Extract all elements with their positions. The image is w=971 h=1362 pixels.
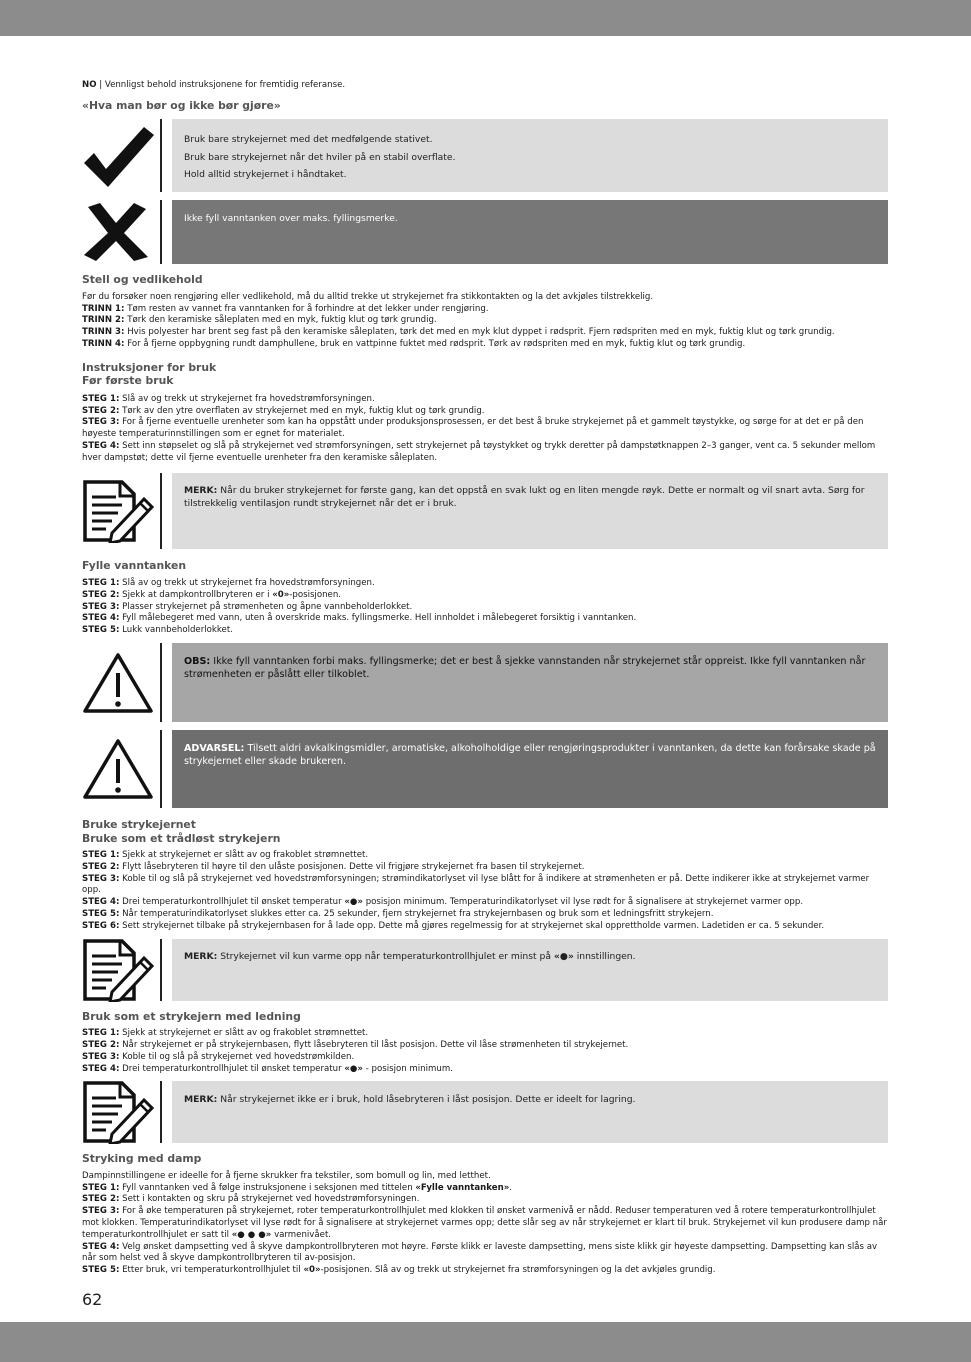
dont-notice — [82, 200, 888, 264]
caution-text: OBS: Ikke fyll vanntanken forbi maks. fyllingsmerke; det er best å sjekke vannstanden når strykejernet står oppreist. Ikke fyll vanntanken når strømenheten er påslått eller tilkoblet. — [172, 643, 888, 722]
care-intro: Før du forsøker noen rengjøring eller vedlikehold, må du alltid trekke ut strykejernet fra stikkontakten og la det avkjøles tilstrekkelig. — [82, 291, 654, 302]
do-item: Bruk bare strykejernet med det medfølgende stativet. — [184, 134, 433, 146]
step-line: STEG 1: Sjekk at strykejernet er slått av og frakoblet strømnettet. — [82, 1028, 369, 1039]
corded-title: Bruk som et strykejern med ledning — [82, 1009, 301, 1023]
footer-bar — [0, 1322, 971, 1362]
note-corded — [82, 1081, 888, 1143]
warning-notice — [82, 730, 888, 808]
step-line: STEG 4: Sett inn støpselet og slå på strykejernet ved strømforsyningen, sett strykejernet på tøystykket og trykk deretter på dampstøtknappen 2–3 ganger, vent ca. 5 sekunder mellom hver dampstøt; dette vil fjerne eventuelle urenheter fra den keramiske såleplaten. — [82, 440, 876, 463]
care-title: Stell og vedlikehold — [82, 273, 203, 287]
do-list — [172, 119, 888, 192]
step-line: STEG 4: Fyll målebegeret med vann, uten å overskride maks. fyllingsmerke. Hell innholdet i målebegeret forsiktig i vanntanken. — [82, 613, 637, 624]
step-line: STEG 2: Tørk av den ytre overflaten av strykejernet med en myk, fuktig klut og tørk grundig. — [82, 405, 485, 416]
step-line: STEG 6: Sett strykejernet tilbake på strykejernbasen for å lade opp. Dette må gjøres regelmessig for at strykejernet skal opprettholde varmen. Ladetiden er ca. 5 sekunder. — [82, 920, 825, 931]
note-text: MERK: Når du bruker strykejernet for første gang, kan det oppstå en svak lukt og en liten mengde røyk. Dette er normalt og vil snart avta. Sørg for tilstrekkelig ventilasjon rundt strykejernet når det er i bruk. — [172, 473, 888, 549]
step-line: STEG 5: Etter bruk, vri temperaturkontrollhjulet til «0»-posisjonen. Slå av og trekk ut strykejernet fra strømforsyningen og la det avkjøles grundig. — [82, 1265, 716, 1276]
note-text: MERK: Strykejernet vil kun varme opp når temperaturkontrollhjulet er minst på «●» innstillingen. — [172, 939, 888, 1001]
step-line: STEG 3: Koble til og slå på strykejernet ved hovedstrømforsyningen; strømindikatorlyset vil lyse blått for å indikere at strømenheten er på. Dette indikerer ikke at strykejernet varmer opp. — [82, 873, 870, 896]
note-pencil-icon — [82, 473, 160, 549]
note-text: MERK: Når strykejernet ikke er i bruk, hold låsebryteren i låst posisjon. Dette er ideelt for lagring. — [172, 1081, 888, 1143]
step-line: STEG 2: Flytt låsebryteren til høyre til den ulåste posisjonen. Dette vil frigjøre strykejernet fra basen til strykejernet. — [82, 861, 585, 872]
cordless-subtitle: Bruke som et trådløst strykejern — [82, 831, 281, 845]
step-line: STEG 1: Fyll vanntanken ved å følge instruksjonene i seksjonen med tittelen «Fylle vanntanken». — [82, 1182, 513, 1193]
manual-page — [82, 80, 888, 1277]
step-line: STEG 5: Lukk vannbeholderlokket. — [82, 625, 233, 636]
step-line: STEG 3: For å fjerne eventuelle urenheter som kan ha oppstått under produksjonsprosessen, er det best å bruke strykejernet på et gammelt tøystykke, og sørge for at det er på den høyeste temperaturinnstillingen som er egnet for materialet. — [82, 417, 864, 440]
steam-title: Stryking med damp — [82, 1152, 202, 1166]
step-line: STEG 4: Velg ønsket dampsetting ved å skyve dampkontrollbryteren mot høyre. Første klikk er laveste dampsetting, mens siste klikk gir høyeste dampsetting. Dampsetting kan slås av når som helst ved å skyve dampkontrollbryteren til av-posisjon. — [82, 1241, 878, 1264]
steam-intro: Dampinnstillingene er ideelle for å fjerne skrukker fra tekstiler, som bomull og lin, med letthet. — [82, 1170, 491, 1181]
dont-item: Ikke fyll vanntanken over maks. fyllingsmerke. — [184, 213, 398, 225]
do-notice — [82, 119, 888, 192]
step-line: TRINN 4: For å fjerne oppbygning rundt damphullene, bruk en vattpinne fuktet med rødsprit. Tørk av rødspriten med en myk, fuktig klut og tørk grundig. — [82, 338, 746, 349]
step-line: STEG 1: Slå av og trekk ut strykejernet fra hovedstrømforsyningen. — [82, 578, 375, 589]
step-line: STEG 2: Sjekk at dampkontrollbryteren er i «0»-posisjonen. — [82, 589, 341, 600]
warning-triangle-icon — [82, 643, 160, 722]
cross-icon — [82, 200, 160, 264]
fill-title: Fylle vanntanken — [82, 558, 187, 572]
do-item: Bruk bare strykejernet når det hviler på en stabil overflate. — [184, 151, 456, 163]
step-line: STEG 5: Når temperaturindikatorlyset slukkes etter ca. 25 sekunder, fjern strykejernet fra strykejernbasen og bruk som et ledningsfritt strykejern. — [82, 909, 714, 920]
dos-title: «Hva man bør og ikke bør gjøre» — [82, 98, 281, 112]
note-pencil-icon — [82, 1081, 160, 1143]
usage-subtitle: Før første bruk — [82, 374, 174, 388]
warning-text: ADVARSEL: Tilsett aldri avkalkingsmidler, aromatiske, alkoholholdige eller rengjøringsprodukter i vanntanken, da dette kan forårsake skade på strykejernet eller skade brukeren. — [172, 730, 888, 808]
step-line: TRINN 1: Tøm resten av vannet fra vanntanken for å forhindre at det lekker under rengjøring. — [82, 303, 489, 314]
step-line: STEG 1: Sjekk at strykejernet er slått av og frakoblet strømnettet. — [82, 850, 369, 861]
header-bar — [0, 0, 971, 36]
cordless-title: Bruke strykejernet — [82, 818, 196, 832]
caution-notice — [82, 643, 888, 722]
step-line: STEG 2: Sett i kontakten og skru på strykejernet ved hovedstrømforsyningen. — [82, 1194, 420, 1205]
step-line: STEG 4: Drei temperaturkontrollhjulet til ønsket temperatur «●» - posisjon minimum. — [82, 1063, 453, 1074]
step-line: TRINN 2: Tørk den keramiske såleplaten med en myk, fuktig klut og tørk grundig. — [82, 315, 437, 326]
step-line: STEG 1: Slå av og trekk ut strykejernet fra hovedstrømforsyningen. — [82, 393, 375, 404]
page-number: 62 — [82, 1290, 103, 1309]
step-line: STEG 2: Når strykejernet er på strykejernbasen, flytt låsebryteren til låst posisjon. Dette vil låse strømenheten til strykejernet. — [82, 1039, 629, 1050]
note-cordless — [82, 939, 888, 1001]
step-line: STEG 3: Plasser strykejernet på strømenheten og åpne vannbeholderlokket. — [82, 601, 413, 612]
intro-line: NO | Vennligst behold instruksjonene for fremtidig referanse. — [82, 80, 346, 90]
usage-title: Instruksjoner for bruk — [82, 360, 217, 374]
step-line: STEG 4: Drei temperaturkontrollhjulet til ønsket temperatur «●» posisjon minimum. Temperaturindikatorlyset vil lyse rødt for å signalisere at strykejernet varmer opp. — [82, 897, 804, 908]
note-pencil-icon — [82, 939, 160, 1001]
step-line: STEG 3: For å øke temperaturen på strykejernet, roter temperaturkontrollhjulet med klokken til ønsket varmenivå er nådd. Reduser temperaturen ved å rotere temperaturkontrollhjulet mot klokken. Temperaturindikatorlyset vil lyse rødt for å signalisere at strykejernet varmes opp; dette slår seg av når strykejernet er klart til bruk. Strykejernet vil kun produsere damp når temperaturkontrollhjulet er satt til «● ● ●» varmenivået. — [82, 1206, 887, 1240]
dont-list — [172, 200, 888, 264]
warning-triangle-icon — [82, 730, 160, 808]
step-line: STEG 3: Koble til og slå på strykejernet ved hovedstrømkilden. — [82, 1051, 355, 1062]
note-first-use — [82, 473, 888, 549]
step-line: TRINN 3: Hvis polyester har brent seg fast på den keramiske såleplaten, tørk det med en myk klut dyppet i rødsprit. Fjern rødspriten med en myk, fuktig klut og tørk grundig. — [82, 327, 835, 338]
checkmark-icon — [82, 119, 160, 192]
do-item: Hold alltid strykejernet i håndtaket. — [184, 169, 347, 181]
